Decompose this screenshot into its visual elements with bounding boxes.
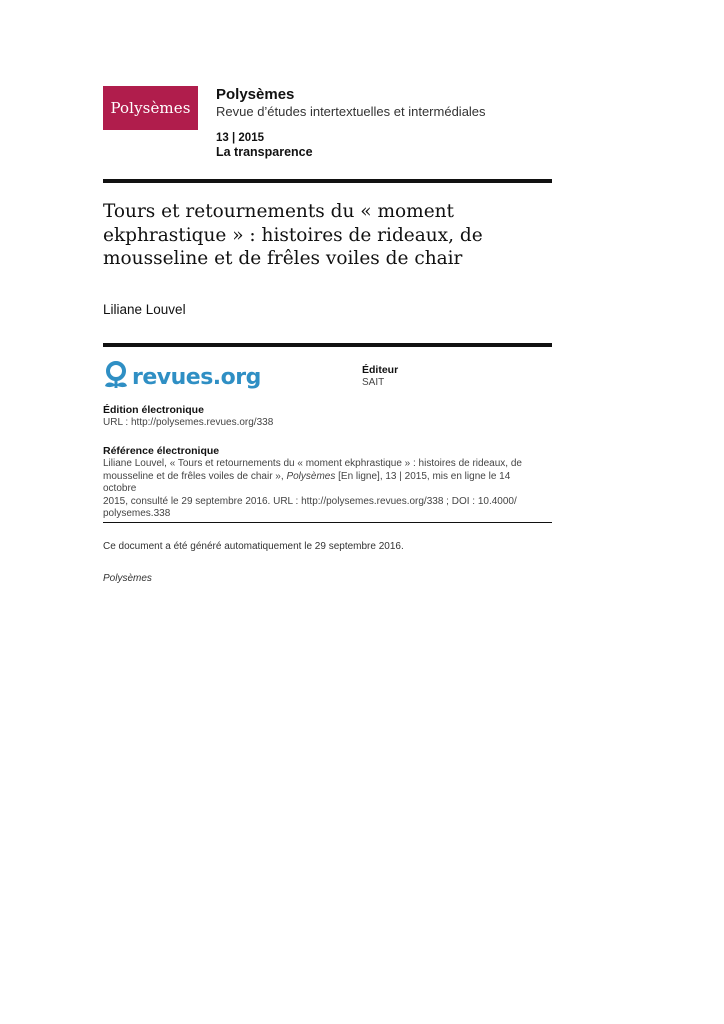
revues-logo[interactable] bbox=[103, 362, 261, 392]
journal-subtitle: Revue d’études intertextuelles et intermédiales bbox=[216, 104, 486, 119]
article-title-line: ekphrastique » : histoires de rideaux, de bbox=[103, 224, 483, 246]
divider-thick-middle bbox=[103, 343, 552, 347]
divider-thin bbox=[103, 522, 552, 523]
footer-journal-name: Polysèmes bbox=[103, 573, 152, 584]
editor-name: SAIT bbox=[362, 377, 385, 388]
author-name: Liliane Louvel bbox=[103, 302, 186, 317]
reference-text: [En ligne], 13 | 2015, mis en ligne le 14 octobre bbox=[103, 470, 511, 494]
article-title-line: mousseline et de frêles voiles de chair bbox=[103, 248, 463, 269]
article-title bbox=[103, 200, 552, 271]
electronic-reference-text bbox=[103, 458, 543, 521]
editor-label: Éditeur bbox=[362, 364, 399, 376]
issue-number: 13 | 2015 bbox=[216, 132, 264, 144]
journal-logo-text: Polysèmes bbox=[110, 99, 191, 117]
journal-title: Polysèmes bbox=[216, 86, 295, 103]
issue-theme: La transparence bbox=[216, 145, 313, 159]
reference-journal-italic: Polysèmes bbox=[286, 470, 336, 482]
reference-line: polysemes.338 bbox=[103, 508, 171, 519]
electronic-edition-url[interactable]: URL : http://polysemes.revues.org/338 bbox=[103, 417, 274, 428]
article-title-line: Tours et retournements du « moment bbox=[103, 201, 454, 222]
generated-note: Ce document a été généré automatiquement le 29 septembre 2016. bbox=[103, 541, 404, 552]
reference-line: Liliane Louvel, « Tours et retournements du « moment ekphrastique » : histoires de rideaux, de bbox=[103, 458, 522, 469]
electronic-edition-label: Édition électronique bbox=[103, 404, 204, 416]
reference-line: 2015, consulté le 29 septembre 2016. URL : http://polysemes.revues.org/338 ; DOI : 10.4000/ bbox=[103, 495, 517, 507]
reference-line bbox=[103, 471, 543, 496]
electronic-reference-label: Référence électronique bbox=[103, 445, 220, 457]
revues-logo-text: revues.org bbox=[132, 364, 261, 390]
revues-flower-icon bbox=[103, 361, 129, 394]
journal-logo bbox=[103, 86, 198, 130]
reference-text: mousseline et de frêles voiles de chair », bbox=[103, 470, 287, 482]
divider-thick-top bbox=[103, 179, 552, 183]
